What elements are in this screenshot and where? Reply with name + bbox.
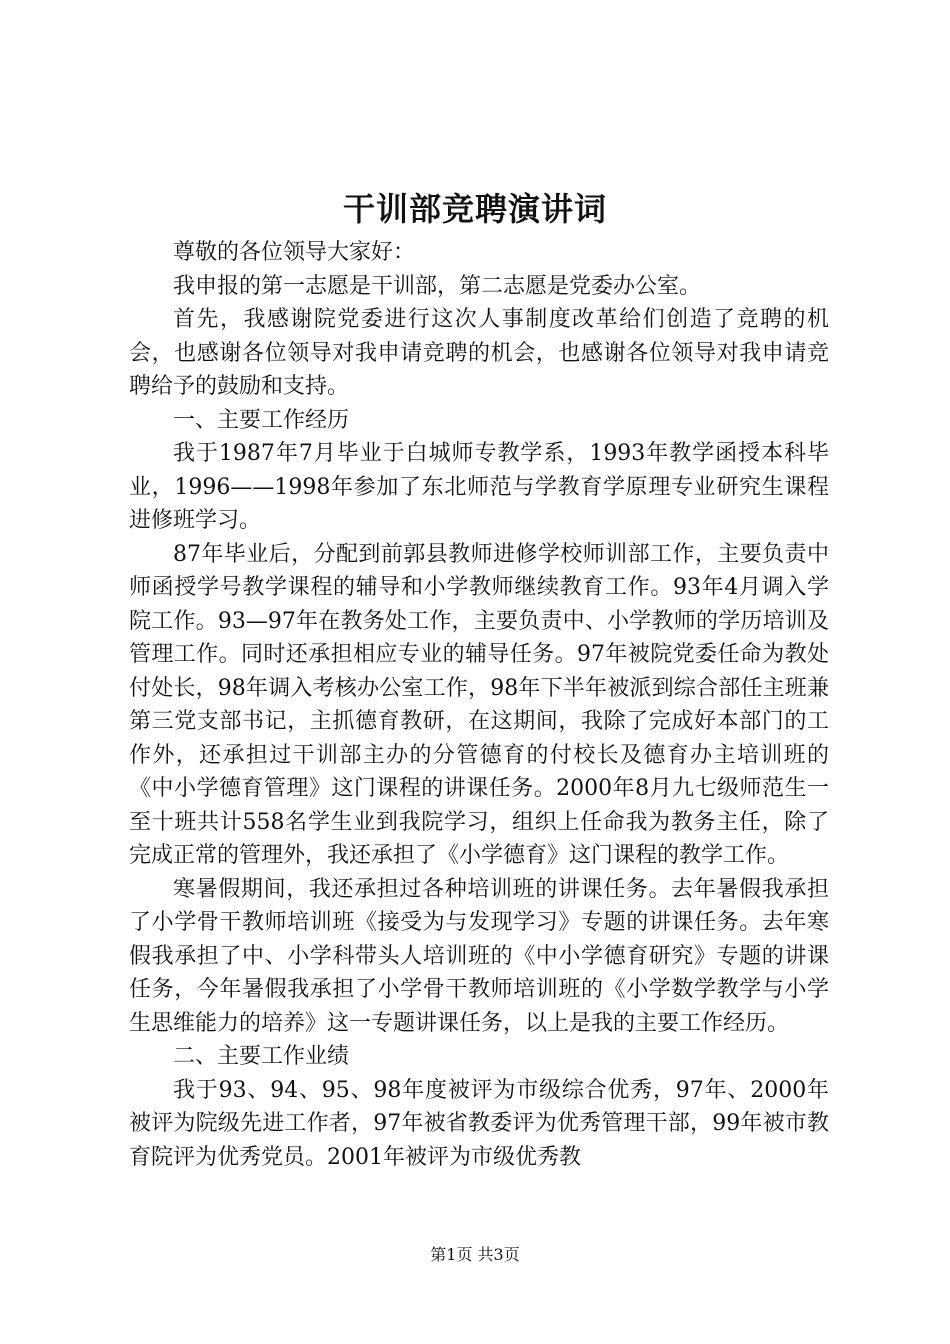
education-paragraph: 我于1987年7月毕业于白城师专教学系，1993年教学函授本科毕业，1996——1998年参加了东北师范与学教育学原理专业研究生课程进修班学习。 <box>129 441 829 533</box>
greeting-paragraph: 尊敬的各位领导大家好： <box>173 240 416 265</box>
achievements-paragraph: 我于93、94、95、98年度被评为市级综合优秀，97年、2000年被评为院级先进工作者，97年被省教委评为优秀管理干部，99年被市教育院评为优秀党员。2001年被评为市级优秀教 <box>129 1077 829 1170</box>
section-heading-work-history: 一、主要工作经历 <box>173 407 350 433</box>
training-paragraph: 寒暑假期间，我还承担过各种培训班的讲课任务。去年暑假我承担了小学骨干教师培训班《接受为与发现学习》专题的讲课任务。去年寒假我承担了中、小学科带头人培训班的《中小学德育研究》专题的讲课任务，今年暑假我承担了小学骨干教师培训班的《小学数学教学与小学生思维能力的培养》这一专题讲课任务，以上是我的主要工作经历。 <box>129 876 829 1036</box>
document-body <box>129 236 829 1174</box>
application-paragraph: 我申报的第一志愿是干训部，第二志愿是党委办公室。 <box>173 273 702 299</box>
document-title: 干训部竞聘演讲词 <box>342 190 607 228</box>
work-history-paragraph: 87年毕业后，分配到前郭县教师进修学校师训部工作，主要负责中师函授学号教学课程的辅导和小学教师继续教育工作。93年4月调入学院工作。93—97年在教务处工作，主要负责中、小学教师的学历培训及管理工作。同时还承担相应专业的辅导任务。97年被院党委任命为教处付处长，98年调入考核办公室工作，98年下半年被派到综合部任主班兼第三党支部书记，主抓德育教研，在这期间，我除了完成好本部门的工作外，还承担过干训部主办的分管德育的付校长及德育办主培训班的《中小学德育管理》这门课程的讲课任务。2000年8月九七级师范生一至十班共计558名学生业到我院学习，组织上任命我为教务主任，除了完成正常的管理外，我还承担了《小学德育》这门课程的教学工作。 <box>129 541 829 868</box>
section-heading-achievements: 二、主要工作业绩 <box>173 1044 350 1069</box>
thanks-paragraph: 首先，我感谢院党委进行这次人事制度改革给们创造了竞聘的机会，也感谢各位领导对我申请竞聘的机会，也感谢各位领导对我申请竞聘给予的鼓励和支持。 <box>129 307 829 399</box>
page-number-footer: 第1页 共3页 <box>430 1245 520 1264</box>
